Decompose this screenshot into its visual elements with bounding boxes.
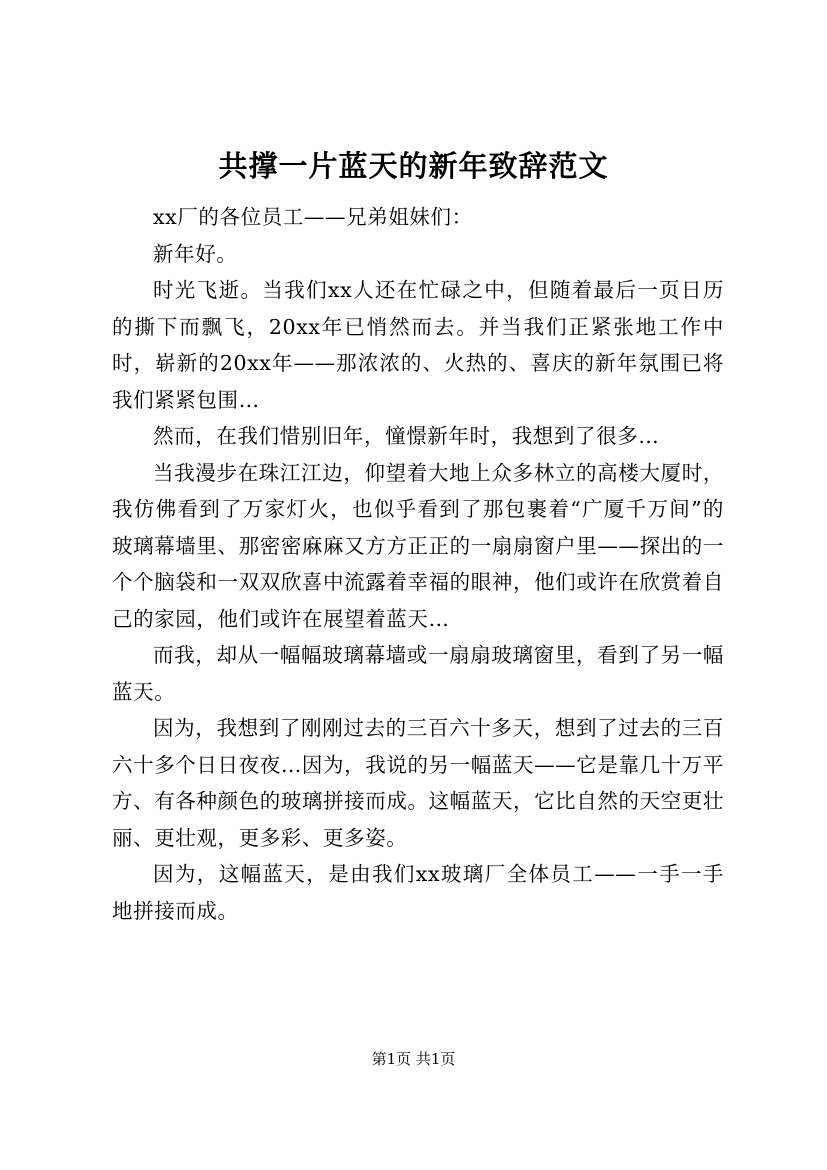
paragraph-riverside: 当我漫步在珠江江边，仰望着大地上众多林立的高楼大厦时，我仿佛看到了万家灯火，也似乎看到了那包裹着“广厦千万间”的玻璃幕墙里、那密密麻麻又方方正正的一扇扇窗户里——探出的一个个脑袋和一双双欣喜中流露着幸福的眼神，他们或许在欣赏着自己的家园，他们或许在展望着蓝天…: [112, 460, 724, 631]
paragraph-however: 然而，在我们惜别旧年，憧憬新年时，我想到了很多…: [153, 424, 660, 448]
paragraph-time-flies: 时光飞逝。当我们xx人还在忙碌之中，但随着最后一页日历的撕下而飘飞，20xx年已悄然而去。并当我们正紧张地工作中时，崭新的20xx年——那浓浓的、火热的、喜庆的新年氛围已将我们紧紧包围…: [112, 278, 724, 412]
paragraph-because-staff: 因为，这幅蓝天，是由我们xx玻璃厂全体员工——一手一手地拼接而成。: [112, 862, 724, 923]
page-footer: 第1页 共1页: [371, 1050, 456, 1068]
paragraph-greeting: xx厂的各位员工——兄弟姐妹们：: [153, 205, 473, 229]
paragraph-another-sky: 而我，却从一幅幅玻璃幕墙或一扇扇玻璃窗里，看到了另一幅蓝天。: [112, 643, 724, 704]
paragraph-because-days: 因为，我想到了刚刚过去的三百六十多天，想到了过去的三百六十多个日日夜夜…因为，我说的另一幅蓝天——它是靠几十万平方、有各种颜色的玻璃拼接而成。这幅蓝天，它比自然的天空更壮丽、更壮观，更多彩、更多姿。: [112, 716, 724, 850]
document-title: 共撑一片蓝天的新年致辞范文: [218, 149, 609, 183]
document-body: [112, 199, 724, 929]
paragraph-new-year: 新年好。: [153, 241, 238, 266]
